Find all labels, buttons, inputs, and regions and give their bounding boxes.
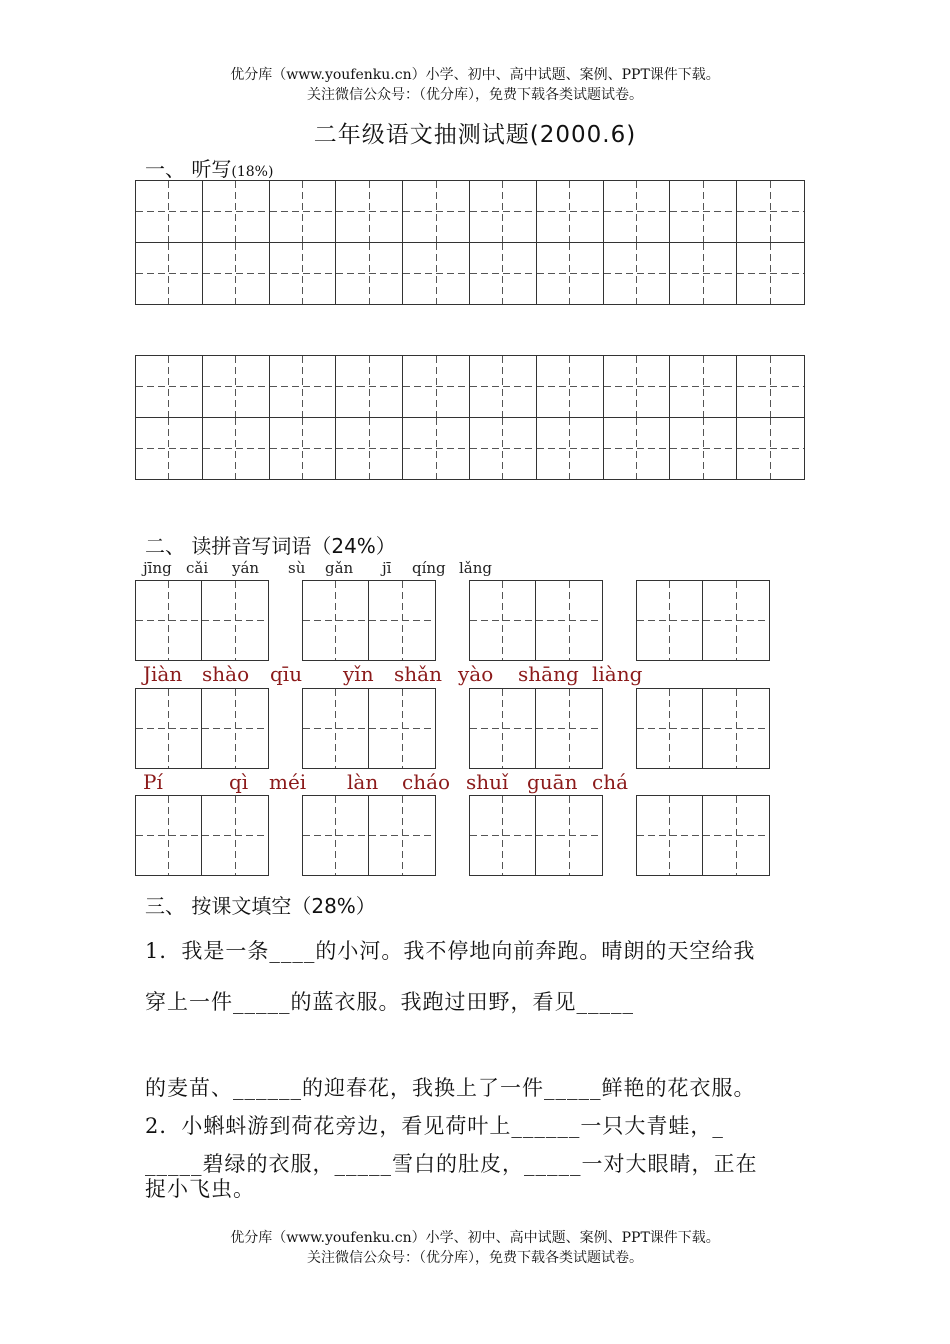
- pinyin-r2-1: Jiàn: [143, 662, 183, 686]
- word-cell[interactable]: [369, 581, 435, 660]
- writing-cell[interactable]: [336, 356, 403, 418]
- footer-line-1: 优分库（www.youfenku.cn）小学、初中、高中试题、案例、PPT课件下载。: [230, 1230, 720, 1246]
- pinyin-r2-3: qīu: [270, 662, 303, 686]
- writing-cell[interactable]: [537, 243, 604, 305]
- page-title: 二年级语文抽测试题(2000.6): [313, 122, 637, 148]
- pinyin-r1-3: yán: [232, 559, 260, 577]
- fill-line-5: _____碧绿的衣服，_____雪白的肚皮，_____一对大眼睛，正在: [145, 1152, 758, 1176]
- word-cell[interactable]: [470, 796, 536, 875]
- pinyin-r2-2: shào: [202, 662, 250, 686]
- word-cell[interactable]: [637, 689, 703, 768]
- word-cell[interactable]: [136, 689, 202, 768]
- pinyin-r3-8: chá: [592, 770, 629, 794]
- section2-heading: 二、 读拼音写词语（24%）: [145, 534, 396, 558]
- word-cell[interactable]: [369, 796, 435, 875]
- word-box[interactable]: [636, 580, 770, 661]
- writing-cell[interactable]: [136, 418, 203, 480]
- writing-cell[interactable]: [336, 418, 403, 480]
- pinyin-r1-8: lǎng: [459, 559, 493, 577]
- writing-cell[interactable]: [470, 418, 537, 480]
- pinyin-r1-5: gǎn: [325, 559, 354, 577]
- pinyin-r1-7: qíng: [412, 559, 446, 577]
- writing-cell[interactable]: [470, 181, 537, 243]
- word-cell[interactable]: [303, 796, 369, 875]
- writing-cell[interactable]: [737, 356, 804, 418]
- pinyin-r2-8: liàng: [592, 662, 643, 686]
- pinyin-r1-2: cǎi: [186, 559, 209, 577]
- word-cell[interactable]: [303, 581, 369, 660]
- writing-cell[interactable]: [537, 181, 604, 243]
- word-cell[interactable]: [202, 796, 268, 875]
- writing-cell[interactable]: [270, 243, 337, 305]
- writing-cell[interactable]: [136, 181, 203, 243]
- footer-line-2: 关注微信公众号：（优分库），免费下载各类试题试卷。: [307, 1250, 643, 1266]
- writing-cell[interactable]: [737, 418, 804, 480]
- pinyin-r1-4: sù: [288, 559, 306, 577]
- writing-cell[interactable]: [737, 181, 804, 243]
- word-box[interactable]: [636, 688, 770, 769]
- fill-line-6: 捉小飞虫。: [145, 1177, 255, 1201]
- writing-cell[interactable]: [203, 243, 270, 305]
- writing-cell[interactable]: [537, 418, 604, 480]
- writing-cell[interactable]: [203, 356, 270, 418]
- writing-cell[interactable]: [336, 181, 403, 243]
- word-cell[interactable]: [536, 689, 602, 768]
- pinyin-r2-7: shāng: [518, 662, 579, 686]
- pinyin-r3-4: làn: [347, 770, 379, 794]
- word-cell[interactable]: [202, 581, 268, 660]
- writing-cell[interactable]: [604, 418, 671, 480]
- writing-cell[interactable]: [604, 356, 671, 418]
- fill-line-2: 穿上一件_____的蓝衣服。我跑过田野，看见_____: [145, 990, 634, 1014]
- pinyin-r2-6: yào: [458, 662, 494, 686]
- fill-line-4: 2．小蝌蚪游到荷花旁边，看见荷叶上______一只大青蛙，_: [145, 1114, 724, 1138]
- word-cell[interactable]: [703, 689, 769, 768]
- fill-line-3: 的麦苗、______的迎春花，我换上了一件_____鲜艳的花衣服。: [145, 1076, 756, 1100]
- writing-cell[interactable]: [470, 243, 537, 305]
- writing-cell[interactable]: [670, 418, 737, 480]
- word-cell[interactable]: [536, 581, 602, 660]
- section1-heading-text: 一、 听写: [145, 157, 232, 181]
- pinyin-r3-5: cháo: [402, 770, 451, 794]
- pinyin-r3-3: méi: [269, 770, 307, 794]
- dictation-grid-2[interactable]: [135, 355, 805, 480]
- pinyin-r3-7: guān: [527, 770, 578, 794]
- word-box[interactable]: [469, 688, 603, 769]
- word-cell[interactable]: [136, 796, 202, 875]
- pinyin-r1-1: jīng: [143, 559, 172, 577]
- word-box[interactable]: [302, 688, 436, 769]
- word-cell[interactable]: [136, 581, 202, 660]
- writing-cell[interactable]: [670, 181, 737, 243]
- section1-heading: [145, 153, 273, 182]
- writing-cell[interactable]: [403, 356, 470, 418]
- pinyin-r3-6: shuǐ: [466, 770, 509, 794]
- writing-cell[interactable]: [403, 418, 470, 480]
- word-cell[interactable]: [303, 689, 369, 768]
- writing-cell[interactable]: [203, 181, 270, 243]
- writing-cell[interactable]: [670, 356, 737, 418]
- writing-cell[interactable]: [604, 181, 671, 243]
- word-cell[interactable]: [202, 689, 268, 768]
- word-box[interactable]: [135, 688, 269, 769]
- writing-cell[interactable]: [403, 243, 470, 305]
- word-cell[interactable]: [470, 581, 536, 660]
- writing-cell[interactable]: [737, 243, 804, 305]
- word-box[interactable]: [135, 580, 269, 661]
- writing-cell[interactable]: [670, 243, 737, 305]
- word-box[interactable]: [469, 580, 603, 661]
- word-cell[interactable]: [703, 796, 769, 875]
- writing-cell[interactable]: [203, 418, 270, 480]
- writing-cell[interactable]: [136, 243, 203, 305]
- writing-cell[interactable]: [403, 181, 470, 243]
- section3-heading: 三、 按课文填空（28%）: [145, 894, 376, 918]
- word-cell[interactable]: [637, 581, 703, 660]
- word-box[interactable]: [135, 795, 269, 876]
- section1-score: (18%): [231, 164, 274, 180]
- word-box[interactable]: [302, 795, 436, 876]
- word-box[interactable]: [302, 580, 436, 661]
- word-box[interactable]: [636, 795, 770, 876]
- word-box[interactable]: [469, 795, 603, 876]
- writing-cell[interactable]: [136, 356, 203, 418]
- pinyin-r2-4: yǐn: [343, 662, 374, 686]
- header-line-2: 关注微信公众号：（优分库），免费下载各类试题试卷。: [307, 87, 643, 103]
- writing-cell[interactable]: [336, 243, 403, 305]
- writing-cell[interactable]: [604, 243, 671, 305]
- pinyin-r1-6: jī: [382, 559, 392, 577]
- word-cell[interactable]: [637, 796, 703, 875]
- writing-cell[interactable]: [537, 356, 604, 418]
- writing-cell[interactable]: [270, 418, 337, 480]
- writing-cell[interactable]: [270, 181, 337, 243]
- word-cell[interactable]: [369, 689, 435, 768]
- header-line-1: 优分库（www.youfenku.cn）小学、初中、高中试题、案例、PPT课件下载。: [230, 67, 720, 83]
- pinyin-r3-1: Pí: [143, 770, 163, 794]
- pinyin-r2-5: shǎn: [394, 662, 442, 686]
- word-cell[interactable]: [470, 689, 536, 768]
- writing-cell[interactable]: [270, 356, 337, 418]
- word-cell[interactable]: [536, 796, 602, 875]
- fill-line-1: 1．我是一条____的小河。我不停地向前奔跑。晴朗的天空给我: [145, 939, 756, 963]
- dictation-grid-1[interactable]: [135, 180, 805, 305]
- writing-cell[interactable]: [470, 356, 537, 418]
- pinyin-r3-2: qì: [229, 770, 249, 794]
- word-cell[interactable]: [703, 581, 769, 660]
